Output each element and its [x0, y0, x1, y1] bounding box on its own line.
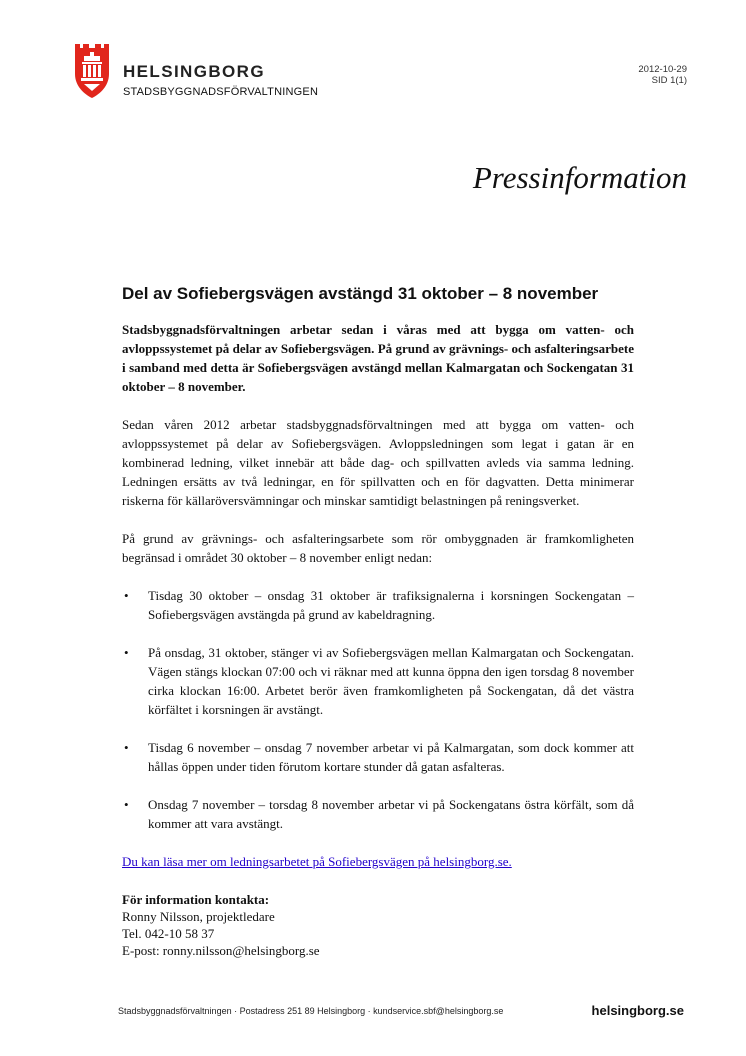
closure-list [122, 586, 634, 833]
list-item [122, 738, 634, 776]
list-item-text: Onsdag 7 november – torsdag 8 november arbetar vi på Sockengatans östra körfält, som då kommer att vara avstängt. [148, 797, 634, 831]
helsingborg-crest-icon [74, 44, 110, 98]
document-type: Pressinformation [472, 160, 687, 195]
contact-phone: Tel. 042-10 58 37 [122, 926, 215, 941]
read-more-paragraph [122, 852, 634, 871]
page-number: SID 1(1) [651, 75, 687, 86]
article-body [122, 320, 634, 959]
bullet-icon: • [124, 740, 129, 755]
list-item [122, 795, 634, 833]
body-paragraph: Sedan våren 2012 arbetar stadsbyggnadsförvaltningen med att bygga om vatten- och avloppssystemet på delar av Sofiebergsvägen. Avloppsledningen som legat i gatan är en kombinerad ledning, vilket innebär att både dag- och spillvatten avleds via samma ledning. Ledningen ersätts av två ledningar, en för spillvatten och en för dagvatten. Detta minimerar riskerna för källaröversvämningar och minskar samtidigt belastningen på reningsverket. [122, 417, 634, 508]
document-meta [638, 64, 687, 86]
bullet-icon: • [124, 797, 129, 812]
list-item-text: Tisdag 30 oktober – onsdag 31 oktober är trafiksignalerna i korsningen Sockengatan – Sofiebergsvägen avstängda på grund av kabeldragning. [148, 588, 634, 622]
department-name: STADSBYGGNADSFÖRVALTNINGEN [123, 86, 319, 98]
contact-heading: För information kontakta: [122, 892, 270, 907]
contact-block [122, 891, 634, 959]
list-item [122, 586, 634, 624]
contact-name: Ronny Nilsson, projektledare [122, 909, 275, 924]
body-paragraph: På grund av grävnings- och asfalteringsarbete som rör ombyggnaden är framkomligheten begränsad i området 30 oktober – 8 november enligt nedan: [122, 531, 634, 565]
read-more-link[interactable]: Du kan läsa mer om ledningsarbetet på Sofiebergsvägen på helsingborg.se. [122, 854, 512, 869]
contact-email: E-post: ronny.nilsson@helsingborg.se [122, 943, 320, 958]
list-item-text: På onsdag, 31 oktober, stänger vi av Sofiebergsvägen mellan Kalmargatan och Sockengatan. Vägen stängs klockan 07:00 och vi räknar med att kunna öppna den igen torsdag 8 november cirka klockan 16:00. Arbetet berör även framkomligheten på Sockengatan, då det västra körfältet i korsningen är avstängt. [148, 645, 634, 717]
lead-paragraph: Stadsbyggnadsförvaltningen arbetar sedan i våras med att bygga om vatten- och avloppssystemet på delar av Sofiebergsvägen. På grund av grävnings- och asfalteringsarbete i samband med detta är Sofiebergsvägen avstängd mellan Kalmargatan och Sockengatan 31 oktober – 8 november. [122, 322, 634, 394]
organization-name: HELSINGBORG [123, 62, 265, 81]
bullet-icon: • [124, 645, 129, 660]
bullet-icon: • [124, 588, 129, 603]
document-date: 2012-10-29 [638, 64, 687, 75]
headline: Del av Sofiebergsvägen avstängd 31 oktober – 8 november [122, 284, 599, 303]
footer-website: helsingborg.se [591, 1003, 684, 1018]
list-item [122, 643, 634, 719]
footer-address: Stadsbyggnadsförvaltningen · Postadress 251 89 Helsingborg · kundservice.sbf@helsingborg.se [118, 1006, 504, 1016]
list-item-text: Tisdag 6 november – onsdag 7 november arbetar vi på Kalmargatan, som dock kommer att hållas öppen under tiden förutom kortare stunder då gatan asfalteras. [148, 740, 634, 774]
